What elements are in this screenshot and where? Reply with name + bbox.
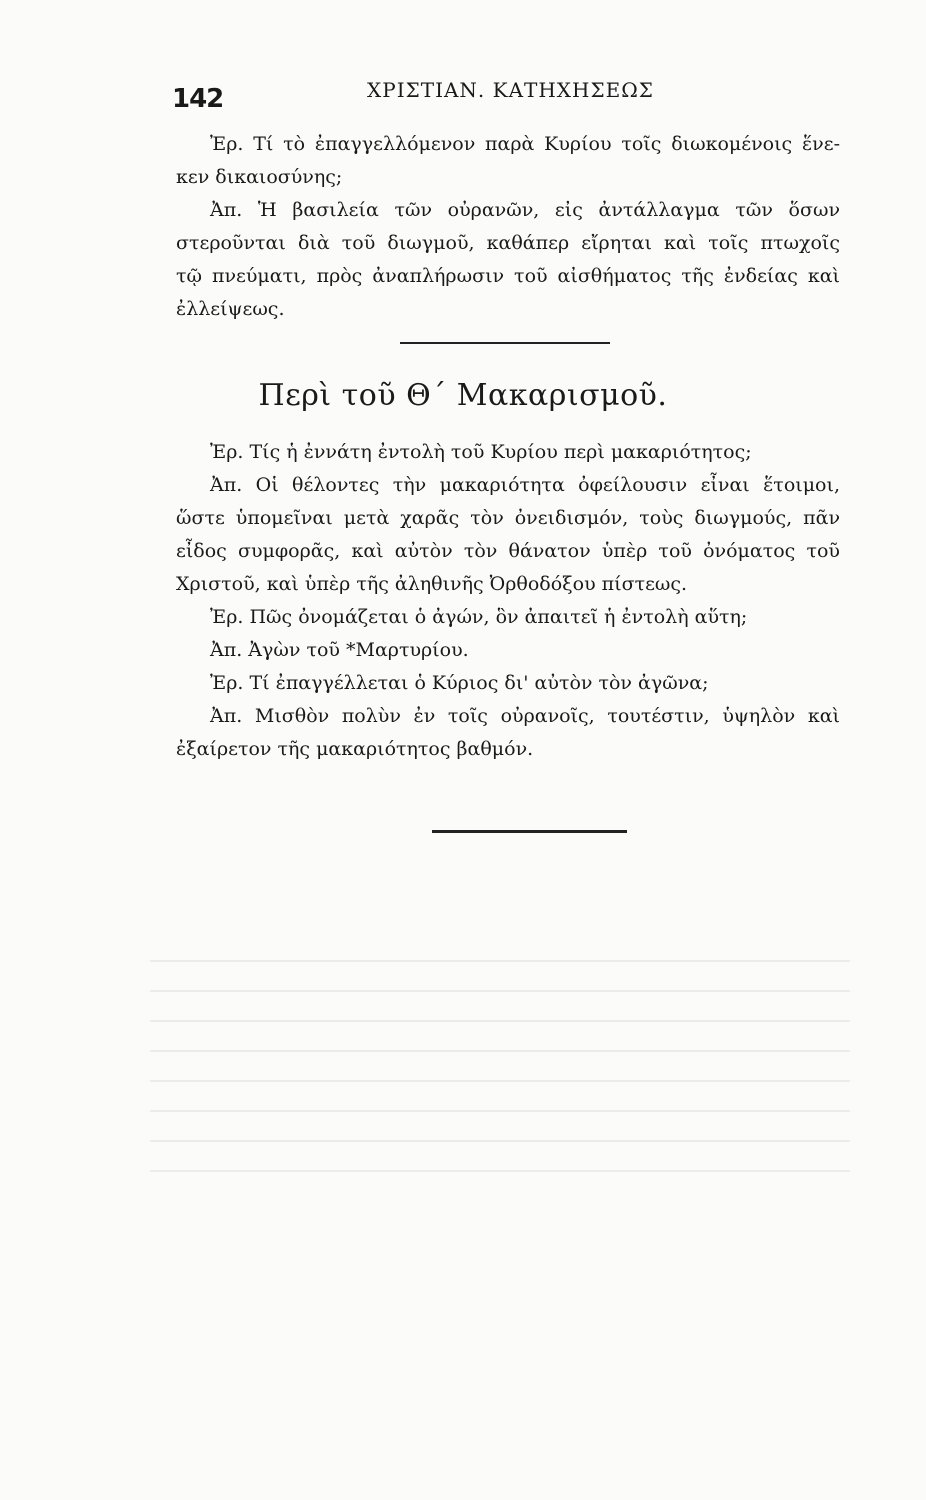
text-line: Ἐρ. Τί τὸ ἐπαγγελλόμενον παρὰ Κυρίου τοῖς διωκομένοις ἕνε- <box>210 133 840 155</box>
end-divider <box>432 830 627 833</box>
text-line: Ἐρ. Πῶς ὀνομάζεται ὁ ἀγών, ὃν ἀπαιτεῖ ἡ ἐντολὴ αὕτη; <box>210 606 748 628</box>
page-number: 142 <box>172 84 224 114</box>
text-line: Χριστοῦ, καὶ ὑπὲρ τῆς ἀληθινῆς Ὀρθοδόξου πίστεως. <box>176 573 688 595</box>
text-line: κεν δικαιοσύνης; <box>176 166 343 188</box>
text-line: ἐλλείψεως. <box>176 298 285 320</box>
text-line: ὥστε ὑπομεῖναι μετὰ χαρᾶς τὸν ὀνειδισμόν, τοὺς διωγμούς, πᾶν <box>176 507 840 529</box>
qa-block-beatitude-8 <box>176 128 840 326</box>
text-line: Ἀπ. Μισθὸν πολὺν ἐν τοῖς οὐρανοῖς, τουτέστιν, ὑψηλὸν καὶ <box>210 705 840 727</box>
text-line: τῷ πνεύματι, πρὸς ἀναπλήρωσιν τοῦ αἰσθήματος τῆς ἐνδείας καὶ <box>176 265 840 287</box>
text-line: Ἐρ. Τίς ἡ ἐννάτη ἐντολὴ τοῦ Κυρίου περὶ μακαριότητος; <box>210 441 752 463</box>
text-line: Ἀπ. Οἱ θέλοντες τὴν μακαριότητα ὀφείλουσιν εἶναι ἕτοιμοι, <box>210 474 840 496</box>
text-line: στεροῦνται διὰ τοῦ διωγμοῦ, καθάπερ εἴρηται καὶ τοῖς πτωχοῖς <box>176 232 840 254</box>
section-title: Περὶ τοῦ Θ΄ Μακαρισμοῦ. <box>258 378 668 413</box>
text-line: Ἀπ. Ἡ βασιλεία τῶν οὐρανῶν, εἰς ἀντάλλαγμα τῶν ὅσων <box>210 199 840 221</box>
qa-block-beatitude-9 <box>176 436 840 766</box>
section-divider <box>400 342 610 344</box>
text-line: Ἐρ. Τί ἐπαγγέλλεται ὁ Κύριος δι' αὐτὸν τὸν ἀγῶνα; <box>210 672 709 694</box>
text-line: ἐξαίρετον τῆς μακαριότητος βαθμόν. <box>176 738 534 760</box>
running-head: ΧΡΙΣΤΙΑΝ. ΚΑΤΗΧΗΣΕΩΣ <box>367 78 654 102</box>
text-line: εἶδος συμφορᾶς, καὶ αὐτὸν τὸν θάνατον ὑπὲρ τοῦ ὀνόματος τοῦ <box>176 540 840 562</box>
text-line: Ἀπ. Ἀγὼν τοῦ *Μαρτυρίου. <box>210 639 469 661</box>
page-header <box>172 70 842 114</box>
bleed-through-shadow <box>150 960 850 1250</box>
